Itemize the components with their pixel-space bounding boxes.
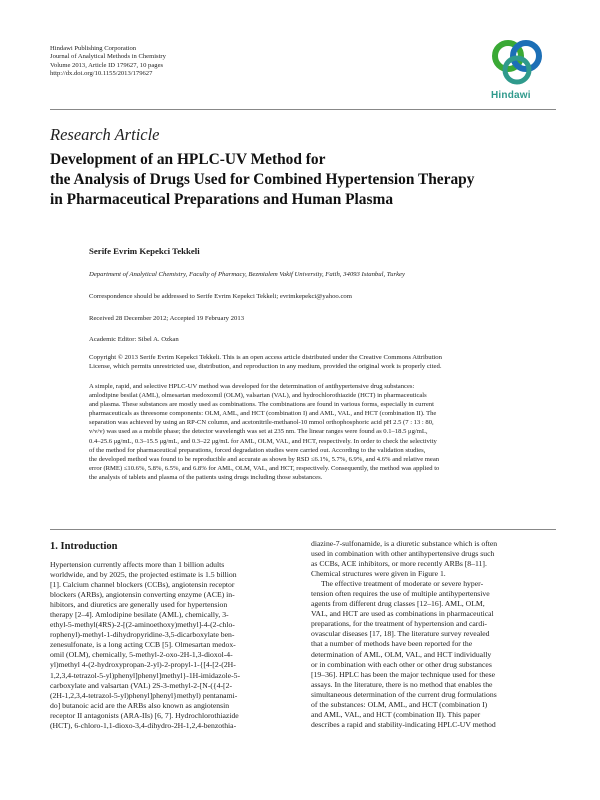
received-dates: Received 28 December 2012; Accepted 19 February 2013 xyxy=(89,315,245,322)
publication-info xyxy=(50,45,166,79)
abstract-line: error (RME) ≤10.6%, 5.8%, 6.5%, and 6.8% for AML, OLM, VAL, and HCT, respectively. Consequently, the method was applied to xyxy=(89,464,440,472)
title-line: in Pharmaceutical Preparations and Human Plasma xyxy=(50,191,394,208)
abstract-line: of the method for pharmaceutical preparations, forced degradation studies were carried out. According to the validation studies, xyxy=(89,446,426,454)
journal-name: Journal of Analytical Methods in Chemistry xyxy=(50,53,166,61)
body-column-right: diazine-7-sulfonamide, is a diuretic substance which is often used in combination with other antihypertensive drugs such as CCBs, ACE inhibitors, or more recently ARBs [8–11]. Chemical structures were given in Figure 1. The effective treatment of moderate or severe hyper- tension often requires the use of multiple antihypertensive agents from different drug classes [12–16]. AML, OLM, VAL, and HCT are used as combinations in pharmaceutical preparations, for the treatment of hypertension and cardi- ovascular diseases [17, 18]. The literature survey revealed that a number of methods have been reported for the determination of AML, OLM, VAL, and HCT individually or in combination with each other or other drug substances [19–36]. HPLC has been the major technique used for these assays. In the literature, there is no method that enables the simultaneous determination of the current drug formulations of the substances: OLM, AML, and HCT (combination I) and AML, VAL, and HCT (combination II). This paper describes a rapid and stability-indicating HPLC-UV method xyxy=(311,539,498,729)
article-title xyxy=(50,150,560,210)
academic-editor: Academic Editor: Sibel A. Ozkan xyxy=(89,336,179,343)
article-type: Research Article xyxy=(50,125,160,144)
abstract-line: separation was achieved by using an RP-CN column, and acetonitrile-methanol-10 mmol orthophosphoric acid pH 2.5 (7 : 13 : 80, xyxy=(89,419,434,427)
title-line: Development of an HPLC-UV Method for xyxy=(50,151,326,168)
abstract-line: the developed method was found to be reproducible and accurate as shown by RSD ≤6.1%, 5.7%, 6.9%, and 4.6% and relative mean xyxy=(89,455,440,463)
section-heading: 1. Introduction xyxy=(50,541,118,552)
abstract xyxy=(89,382,552,482)
abstract-line: A simple, rapid, and selective HPLC-UV method was developed for the determination of antihypertensive drug substances: xyxy=(89,383,415,390)
abstract-line: amlodipine besilat (AML), olmesartan medoxomil (OLM), valsartan (VAL), and hydrochlorothiazide (HCT) in pharmaceuticals xyxy=(89,392,427,400)
abstract-line: and plasma. These substances are mostly used as combinations. The combinations are found in various forms, especially in current xyxy=(89,401,434,409)
body-column-left: Hypertension currently affects more than 1 billion adults worldwide, and by 2025, the projected estimate is 1.5 billion [1]. Calcium channel blockers (CCBs), angiotensin receptor blockers (ARBs), angiotensin converting enzyme (ACE) in- hibitors, and diuretics are generally used for hypertension therapy [2–4]. Amlodipine besilate (AML), chemically, 3- ethyl-5-methyl(4RS)-2-[(2-aminoethoxy)methyl]-4-(2-chlo- rophenyl)-methyl-1-dihydropyridine-3,5-dicarboxylate ben- zenesulfonate, is a long acting CCB [5]. Olmesartan medox- omil (OLM), chemically, 5-methyl-2-oxo-2H-1,3-dioxol-4- yl)methyl 4-(2-hydroxypropan-2-yl)-2-propyl-1-{[4-[2-(2H- 1,2,3,4-tetrazol-5-yl)phenyl]phenyl]methyl}-1H-imidazole-5- carboxylate and valsartan (VAL) 2S-3-methyl-2-[N-({4-[2- (2H-1,2,3,4-tetrazol-5-yl)phenyl]phenyl}methyl) pentanami- do] butanoic acid are the ARBs also known as angiotensin receptor II antagonists (ARA-IIs) [6, 7]. Hydrochlorothiazide (HCT), 6-chloro-1,1-dioxo-3,4-dihydro-2H-1,2,4-benzothia- xyxy=(50,560,241,730)
hindawi-logo-text: Hindawi xyxy=(491,90,531,101)
publisher-name: Hindawi Publishing Corporation xyxy=(50,45,137,52)
header-divider xyxy=(50,109,556,110)
abstract-line: v/v/v) was used as a mobile phase; the detector wavelength was set at 235 nm. The linear ranges were found as 0.1–18.5 μg/mL, xyxy=(89,428,428,436)
abstract-divider xyxy=(50,529,556,530)
title-line: the Analysis of Drugs Used for Combined Hypertension Therapy xyxy=(50,171,475,188)
author-name: Serife Evrim Kepekci Tekkeli xyxy=(89,246,200,256)
doi-link[interactable]: http://dx.doi.org/10.1155/2013/179627 xyxy=(50,70,153,78)
correspondence: Correspondence should be addressed to Serife Evrim Kepekci Tekkeli; evrimkepekci@yahoo.com xyxy=(89,293,352,300)
copyright-notice: Copyright © 2013 Serife Evrim Kepekci Tekkeli. This is an open access article distributed under the Creative Commons Attribution License, which permits unrestricted use, distribution, and reproduction in any medium, provided the original work is properly cited. xyxy=(89,354,442,370)
affiliation: Department of Analytical Chemistry, Faculty of Pharmacy, Bezmialem Vakif University, Fatih, 34093 Istanbul, Turkey xyxy=(89,271,405,278)
abstract-line: 0.4–25.6 μg/mL, 0.3–15.5 μg/mL, and 0.3–22 μg/mL for AML, OLM, VAL, and HCT, respectively. In order to check the selectivity xyxy=(89,437,437,445)
volume-info: Volume 2013, Article ID 179627, 10 pages xyxy=(50,61,164,69)
abstract-line: pharmaceuticals as threesome components: OLM, AML, and HCT (combination I) and AML, VAL, and HCT (combination II). The xyxy=(89,410,437,418)
abstract-line: the analysis of tablets and plasma of the patients using drugs including those substances. xyxy=(89,473,323,481)
